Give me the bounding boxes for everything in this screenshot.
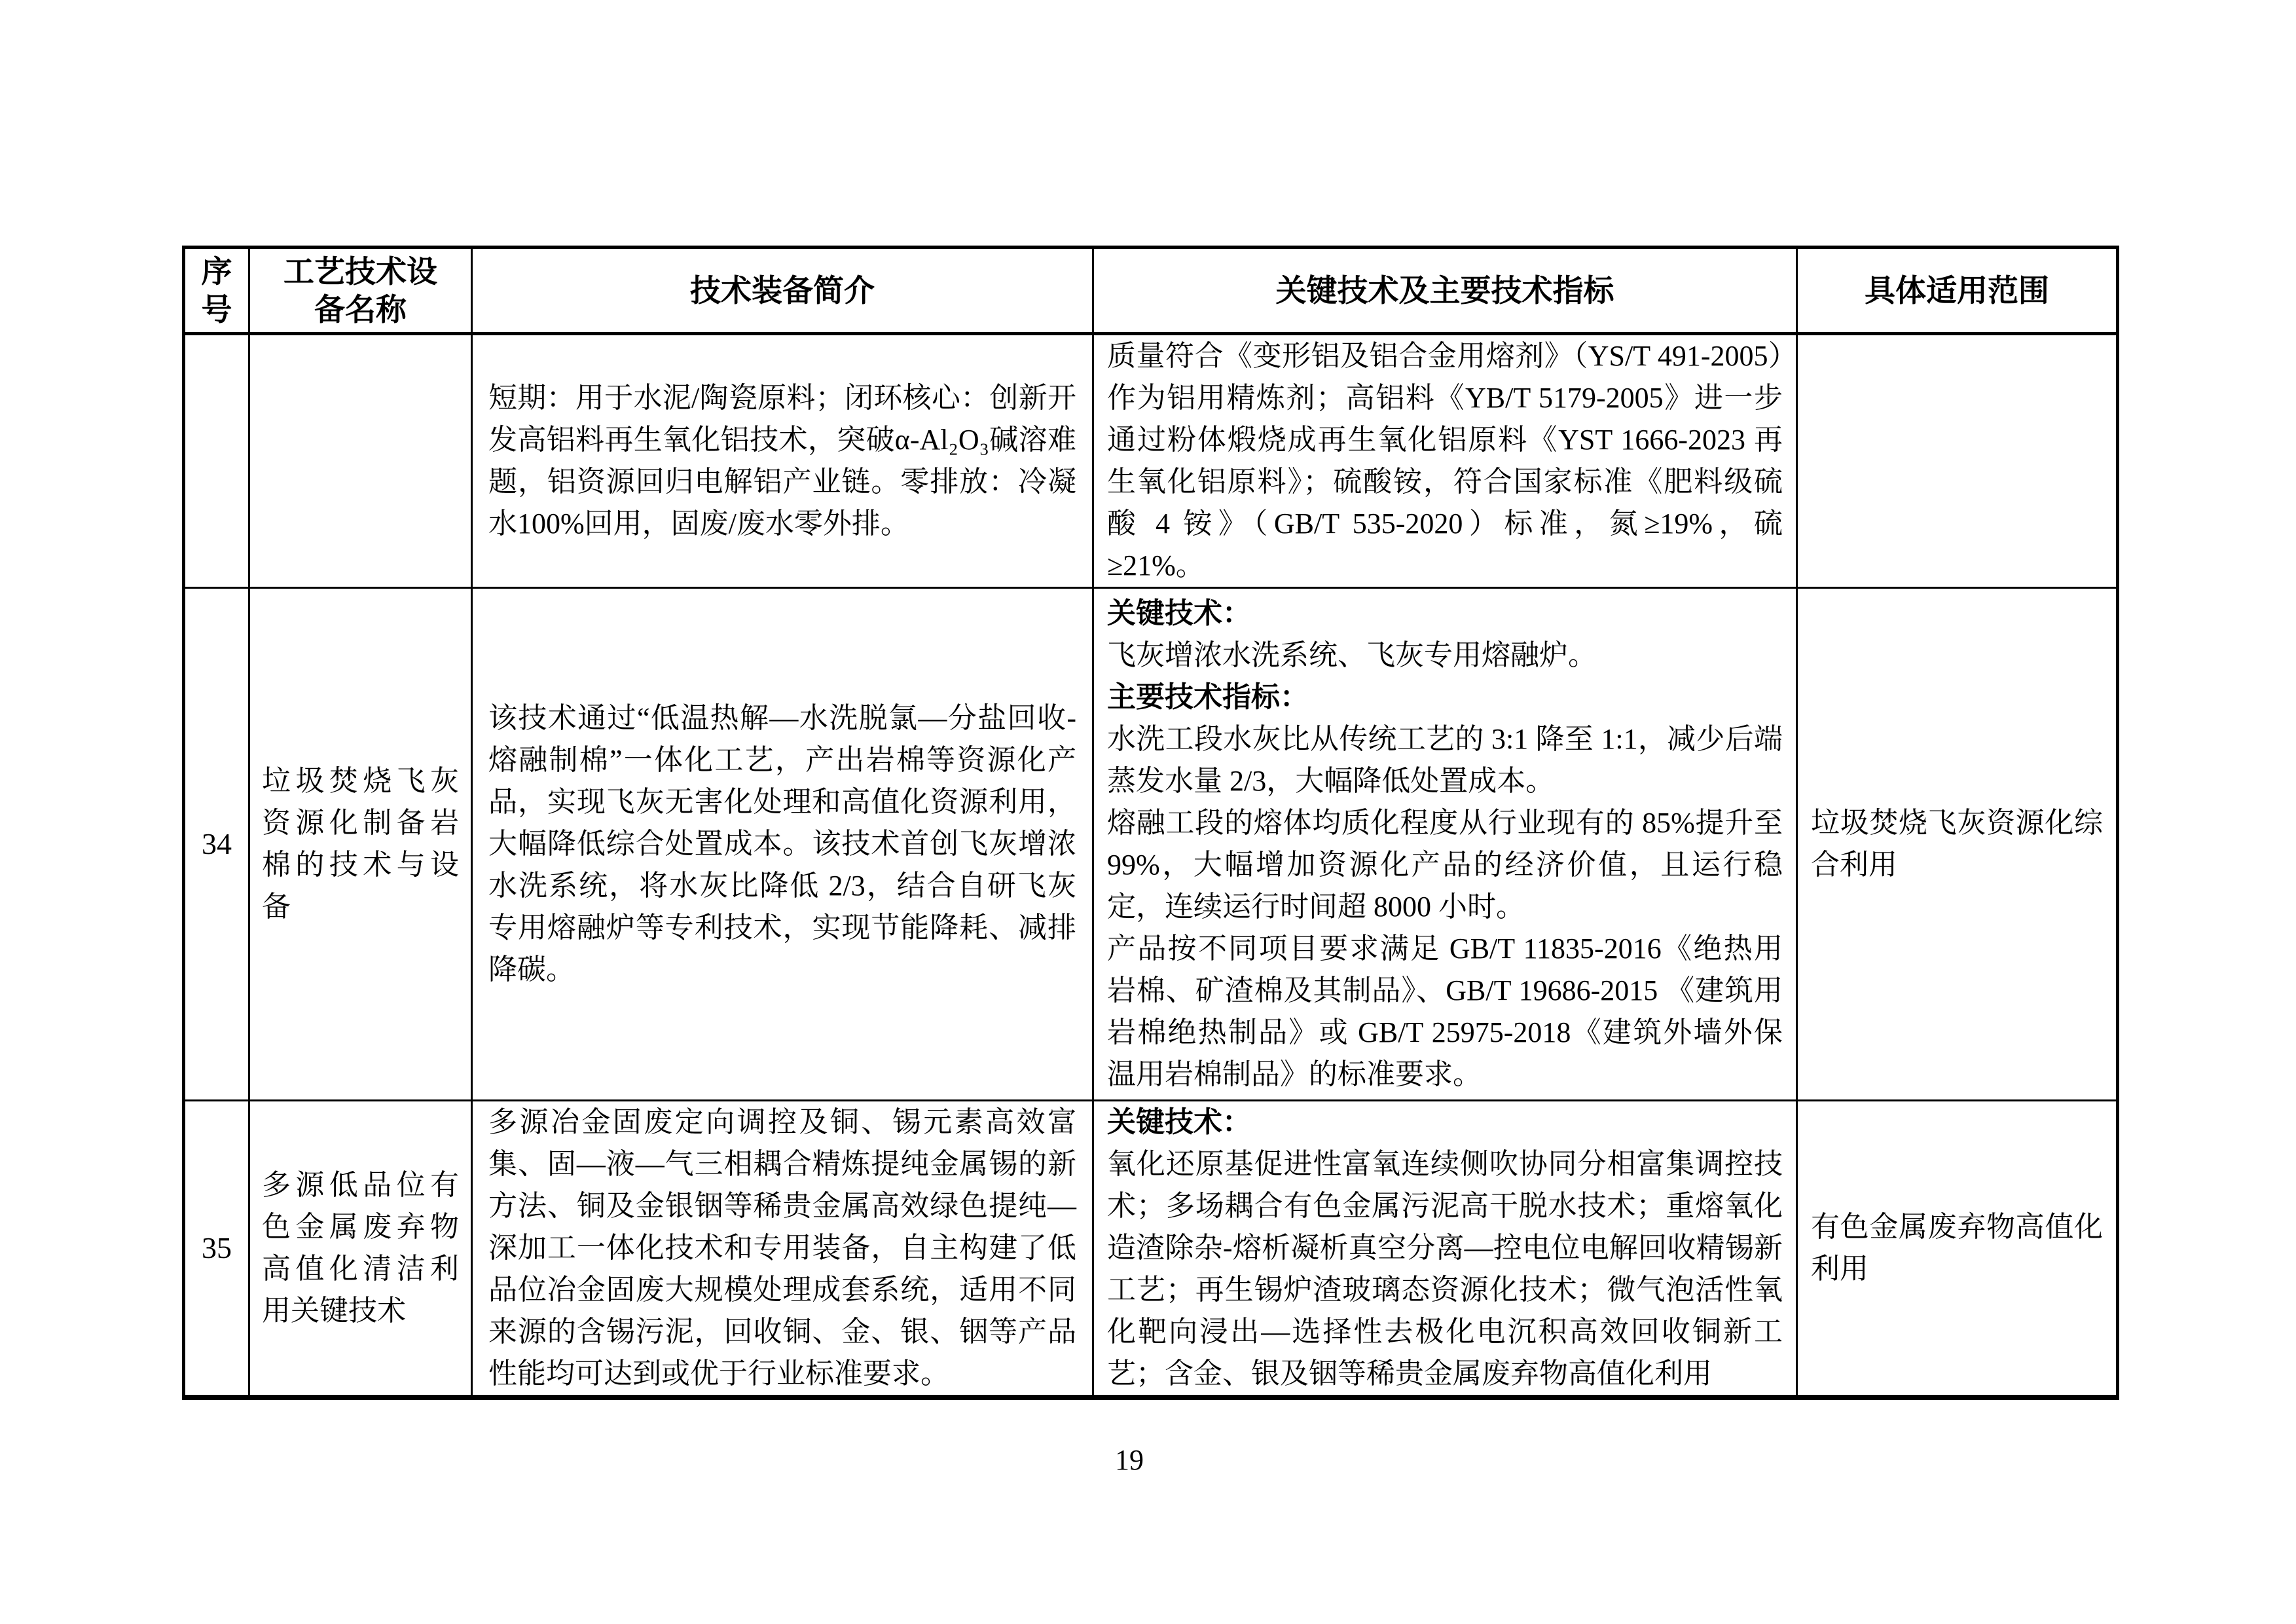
name-cell: 多源低品位有色金属废弃物高值化清洁利用关键技术 bbox=[249, 1101, 472, 1398]
intro-paragraph: 该技术通过“低温热解—水洗脱氯—分盐回收-熔融制棉”一体化工艺，产出岩棉等资源化产品，实现飞灰无害化处理和高值化资源利用，大幅降低综合处置成本。该技术首创飞灰增浓水洗系统，将水灰比降低 2/3，结合自研飞灰专用熔融炉等专利技术，实现节能降耗、减排降碳。 bbox=[488, 702, 1076, 986]
keytech-paragraph: 产品按不同项目要求满足 GB/T 11835-2016《绝热用岩棉、矿渣棉及其制品》、GB/T 19686-2015 《建筑用岩棉绝热制品》或 GB/T 25975-2018《建筑外墙外保温用岩棉制品》的标准要求。 bbox=[1107, 932, 1783, 1090]
table-row-35 bbox=[184, 1101, 2118, 1398]
header-seq-label: 序号 bbox=[201, 253, 232, 327]
seq-cell: 35 bbox=[184, 1101, 249, 1398]
scope-cell: 有色金属废弃物高值化利用 bbox=[1797, 1101, 2118, 1398]
header-equipment-name bbox=[249, 248, 472, 334]
intro-cell bbox=[472, 588, 1093, 1101]
scope-cell bbox=[1797, 334, 2118, 588]
keytech-cell bbox=[1093, 588, 1797, 1101]
seq-cell bbox=[184, 334, 249, 588]
name-cell: 垃圾焚烧飞灰资源化制备岩棉的技术与设备 bbox=[249, 588, 472, 1101]
keytech-paragraph: 水洗工段水灰比从传统工艺的 3:1 降至 1:1，减少后端蒸发水量 2/3，大幅降低处置成本。 bbox=[1107, 723, 1783, 797]
keytech-paragraph: 熔融工段的熔体均质化程度从行业现有的 85%提升至 99%，大幅增加资源化产品的经济价值，且运行稳定，连续运行时间超 8000 小时。 bbox=[1107, 807, 1783, 923]
intro-paragraph: 多源冶金固废定向调控及铜、锡元素高效富集、固—液—气三相耦合精炼提纯金属锡的新方法、铜及金银铟等稀贵金属高效绿色提纯—深加工一体化技术和专用装备，自主构建了低品位冶金固废大规模处理成套系统，适用不同来源的含锡污泥，回收铜、金、银、铟等产品性能均可达到或优于行业标准要求。 bbox=[488, 1106, 1076, 1390]
technology-table bbox=[182, 246, 2119, 1400]
intro-cell bbox=[472, 334, 1093, 588]
keytech-paragraph: 氧化还原基促进性富氧连续侧吹协同分相富集调控技术；多场耦合有色金属污泥高干脱水技术；重熔氧化造渣除杂-熔析凝析真空分离—控电位电解回收精锡新工艺；再生锡炉渣玻璃态资源化技术；微气泡活性氧化靶向浸出—选择性去极化电沉积高效回收铜新工艺；含金、银及铟等稀贵金属废弃物高值化利用 bbox=[1107, 1148, 1783, 1390]
header-scope: 具体适用范围 bbox=[1797, 248, 2118, 334]
page-number: 19 bbox=[1115, 1444, 1144, 1476]
name-cell bbox=[249, 334, 472, 588]
header-seq bbox=[184, 248, 249, 334]
intro-paragraph: 短期：用于水泥/陶瓷原料；闭环核心：创新开发高铝料再生氧化铝技术，突破α-Al₂O₃碱溶难题，铝资源回归电解铝产业链。零排放：冷凝水100%回用，固废/废水零外排。 bbox=[488, 382, 1076, 540]
header-keytech: 关键技术及主要技术指标 bbox=[1093, 248, 1797, 334]
scope-cell: 垃圾焚烧飞灰资源化综合利用 bbox=[1797, 588, 2118, 1101]
table-row-34 bbox=[184, 588, 2118, 1101]
header-equipment-name-label: 工艺技术设备名称 bbox=[283, 253, 437, 327]
intro-cell bbox=[472, 1101, 1093, 1398]
keytech-label: 关键技术： bbox=[1107, 597, 1251, 629]
keytech-paragraph: 飞灰增浓水洗系统、飞灰专用熔融炉。 bbox=[1107, 639, 1597, 671]
header-intro: 技术装备简介 bbox=[472, 248, 1093, 334]
keytech-paragraph: 质量符合《变形铝及铝合金用熔剂》（YS/T 491-2005）作为铝用精炼剂；高铝料《YB/T 5179-2005》进一步通过粉体煅烧成再生氧化铝原料《YST 1666-2023 再生氧化铝原料》；硫酸铵，符合国家标准《肥料级硫酸 4 铵》（GB/T 535-2020）标准，氮≥19%，硫≥21%。 bbox=[1107, 340, 1783, 581]
keyindicator-label: 主要技术指标： bbox=[1107, 681, 1309, 713]
seq-cell: 34 bbox=[184, 588, 249, 1101]
header-row bbox=[184, 248, 2118, 334]
keytech-cell bbox=[1093, 334, 1797, 588]
keytech-cell bbox=[1093, 1101, 1797, 1398]
keytech-label: 关键技术： bbox=[1107, 1106, 1251, 1138]
table-row-continuation bbox=[184, 334, 2118, 588]
